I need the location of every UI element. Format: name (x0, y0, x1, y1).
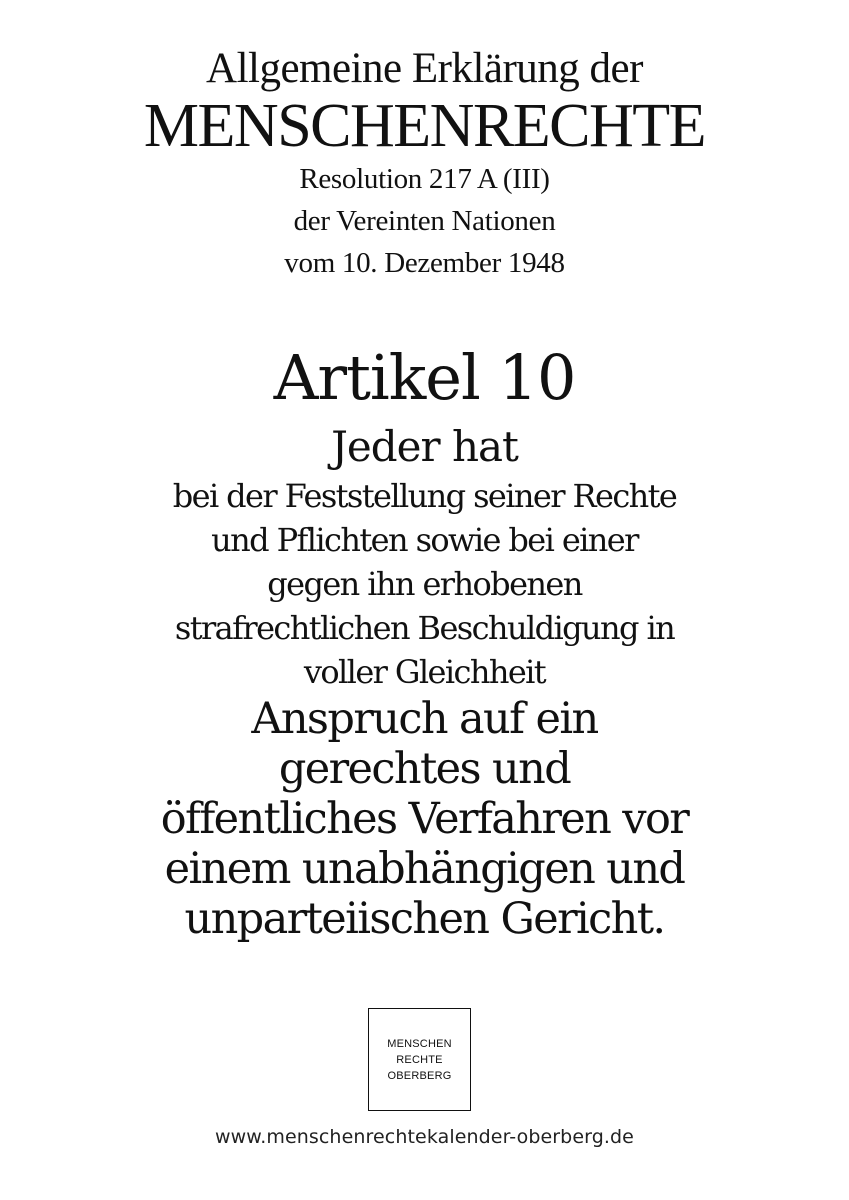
header-date: vom 10. Dezember 1948 (284, 247, 565, 279)
article-body-line: strafrechtlichen Beschuldigung in (174, 609, 675, 647)
article-body-line: gegen ihn erhobenen (267, 565, 582, 603)
logo-line-2: RECHTE (396, 1053, 443, 1066)
logo-line-1: MENSCHEN (387, 1037, 452, 1050)
article-block (0, 336, 849, 944)
article-emphasis-line: gerechtes und (278, 744, 571, 794)
header-organization: der Vereinten Nationen (293, 205, 556, 237)
article-title: Artikel 10 (273, 341, 576, 414)
article-body-line: und Pflichten sowie bei einer (211, 521, 638, 559)
header-resolution: Resolution 217 A (III) (299, 163, 550, 195)
website-url: www.menschenrechtekalender-oberberg.de (215, 1126, 634, 1148)
menschenrechte-oberberg-logo (368, 1008, 471, 1111)
declaration-header (0, 44, 849, 284)
header-title: MENSCHENRECHTE (143, 92, 706, 160)
article-emphasis-line: Anspruch auf ein (251, 694, 598, 744)
article-emphasis-line: unparteiischen Gericht. (184, 894, 665, 944)
header-line-1: Allgemeine Erklärung der (206, 45, 643, 92)
logo-line-3: OBERBERG (387, 1069, 452, 1082)
article-emphasis-line: öffentliches Verfahren vor (160, 794, 689, 844)
article-body-line: voller Gleichheit (303, 653, 546, 691)
article-emphasis-line: einem unabhängigen und (164, 844, 685, 894)
article-body-line: bei der Feststellung seiner Rechte (172, 477, 677, 515)
article-lead: Jeder hat (331, 422, 518, 471)
